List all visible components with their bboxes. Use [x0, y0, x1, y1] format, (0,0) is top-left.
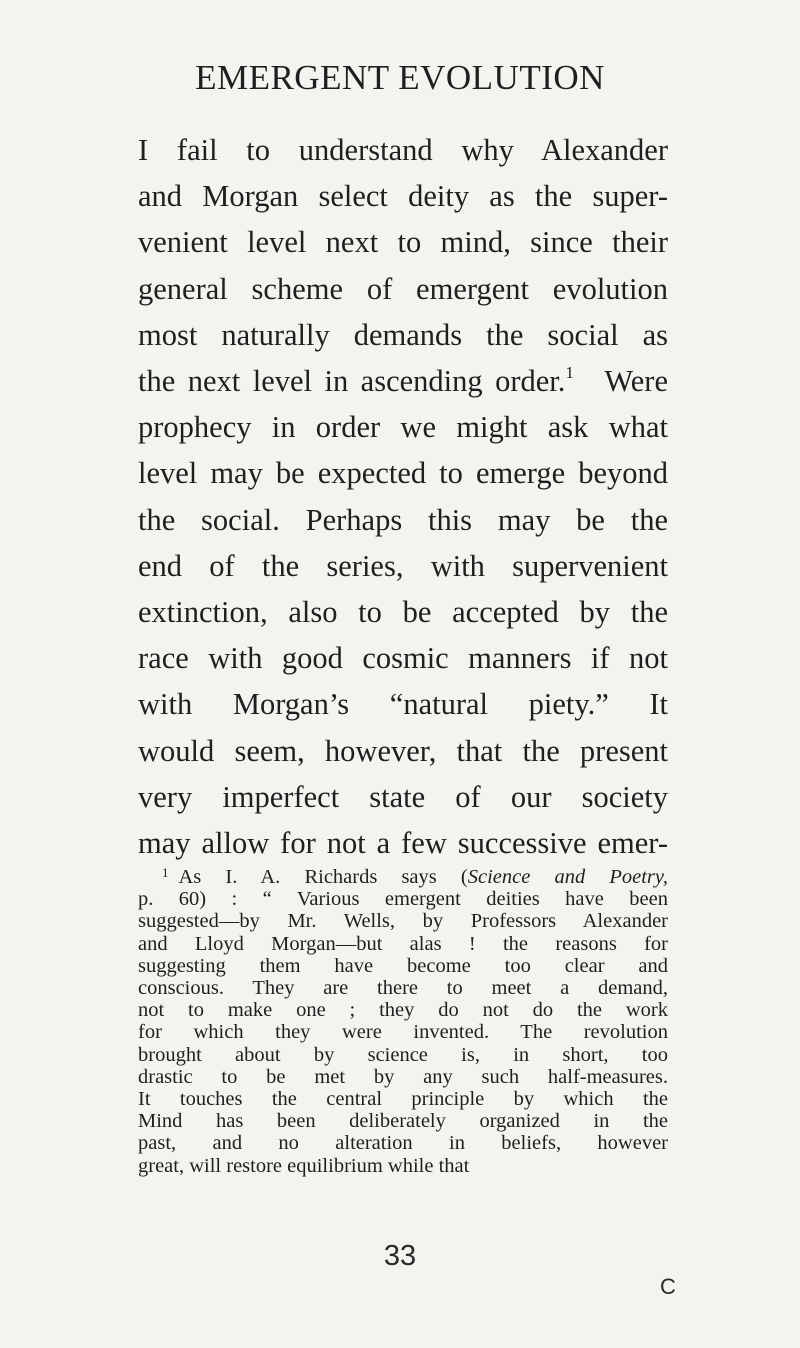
- body-line-text: the next level in ascending order.: [138, 364, 566, 399]
- footnote: [138, 866, 668, 1177]
- body-line: level may be expected to emerge beyond: [138, 456, 668, 491]
- body-line: most naturally demands the social as: [138, 317, 668, 352]
- body-line: may allow for not a few successive emer-: [138, 826, 668, 861]
- footnote-line: drastic to be met by any such half-measures.: [138, 1065, 668, 1088]
- footnote-line: It touches the central principle by which the: [138, 1088, 668, 1111]
- footnote-reference: 1: [565, 363, 574, 383]
- footnote-line: suggested—by Mr. Wells, by Professors Alexander: [138, 910, 668, 933]
- body-line: general scheme of emergent evolution: [138, 271, 668, 306]
- body-line: extinction, also to be accepted by the: [138, 595, 668, 630]
- footnote-line: for which they were invented. The revolution: [138, 1021, 668, 1044]
- footnote-line: not to make one ; they do not do the work: [138, 999, 668, 1022]
- footnote-line: great, will restore equilibrium while that: [138, 1154, 470, 1177]
- body-line: prophecy in order we might ask what: [138, 410, 668, 445]
- body-line: end of the series, with supervenient: [138, 548, 668, 583]
- body-text: [138, 127, 668, 866]
- body-line: venient level next to mind, since their: [138, 225, 668, 260]
- body-line: would seem, however, that the present: [138, 733, 668, 768]
- footnote-line: suggesting them have become too clear and: [138, 954, 668, 977]
- footnote-citation-title: Science and Poetry,: [467, 866, 668, 888]
- footnote-line: past, and no alteration in beliefs, however: [138, 1132, 668, 1155]
- footnote-line: Mind has been deliberately organized in the: [138, 1110, 668, 1133]
- body-line: the social. Perhaps this may be the: [138, 502, 668, 537]
- body-line-tail: Were: [604, 364, 668, 399]
- body-line: race with good cosmic manners if not: [138, 641, 668, 676]
- page-number: 33: [383, 1240, 417, 1272]
- footnote-line: p. 60) : “ Various emergent deities have been: [138, 888, 668, 911]
- footnote-line: and Lloyd Morgan—but alas ! the reasons for: [138, 932, 668, 955]
- body-line-with-footnote: [138, 358, 668, 404]
- body-line: very imperfect state of our society: [138, 779, 668, 814]
- footnote-line: conscious. They are there to meet a demand,: [138, 977, 668, 1000]
- footnote-text: As I. A. Richards says (: [178, 866, 468, 888]
- body-line: with Morgan’s “natural piety.” It: [138, 687, 668, 722]
- signature-mark: C: [660, 1274, 676, 1299]
- footnote-line: brought about by science is, in short, too: [138, 1043, 668, 1066]
- body-line: I fail to understand why Alexander: [138, 133, 668, 167]
- footnote-line: [138, 866, 668, 888]
- running-head: EMERGENT EVOLUTION: [195, 58, 605, 97]
- footnote-marker: 1: [162, 865, 169, 880]
- body-line: and Morgan select deity as the super-: [138, 179, 668, 214]
